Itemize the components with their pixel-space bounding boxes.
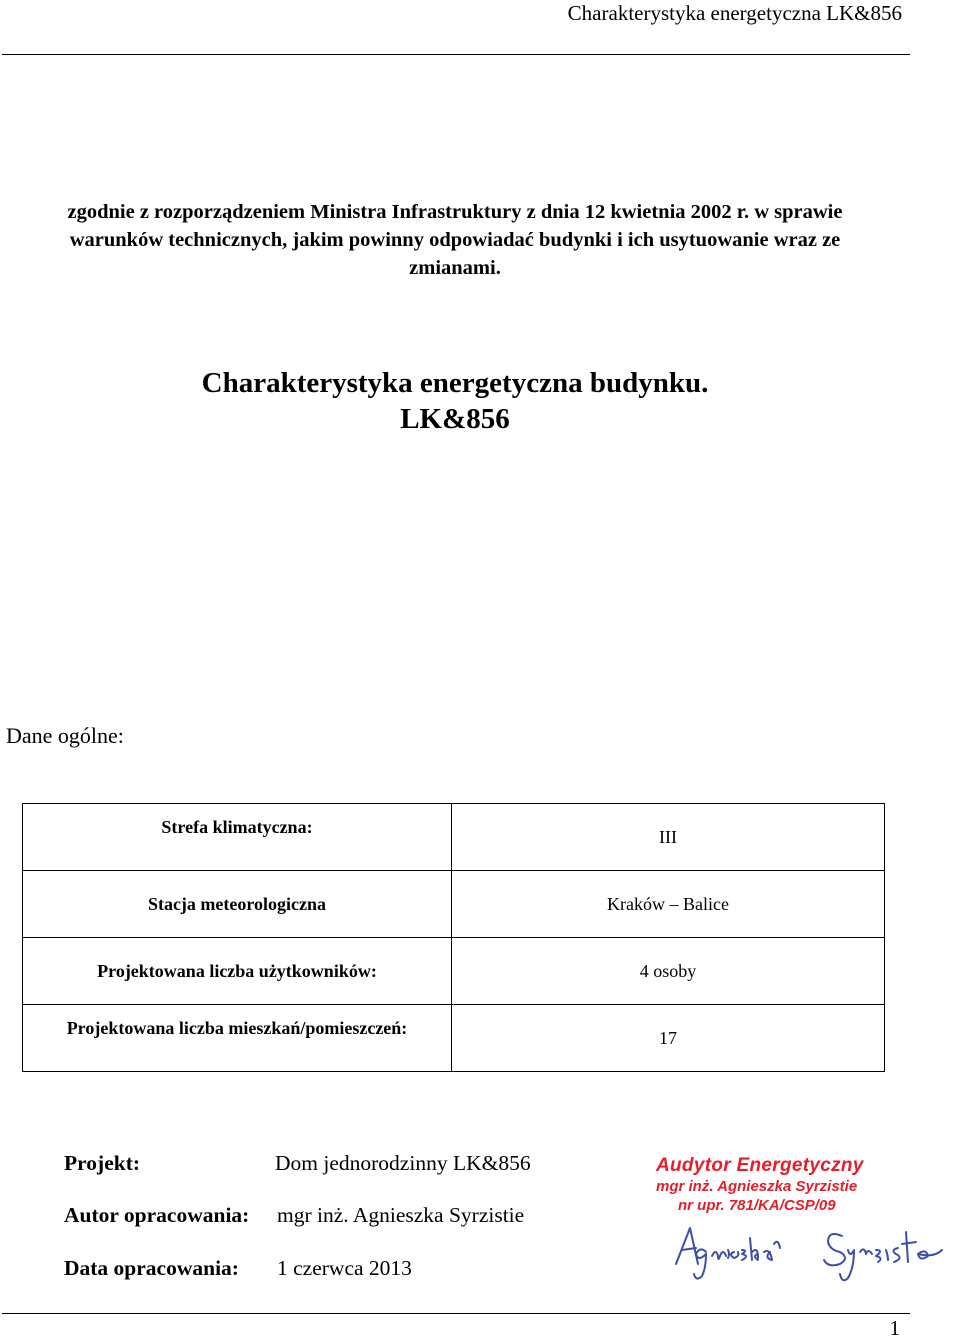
table-cell-value [452, 938, 885, 1005]
stamp-line: nr upr. 781/KA/CSP/09 [678, 1197, 836, 1214]
general-data-label: Dane ogólne: [6, 723, 124, 748]
users-count-label: Projektowana liczba użytkowników: [97, 960, 377, 981]
rooms-count-value: 17 [659, 1027, 677, 1048]
table-row [23, 938, 885, 1005]
climate-zone-value: III [659, 826, 677, 847]
table-cell-key [23, 1005, 452, 1072]
table-cell-value [452, 1005, 885, 1072]
date-value: 1 czerwca 2013 [277, 1256, 412, 1280]
project-value: Dom jednorodzinny LK&856 [275, 1151, 531, 1175]
date-label: Data opracowania: [64, 1256, 239, 1280]
stamp-line: Audytor Energetyczny [656, 1155, 864, 1176]
table-cell-key [23, 938, 452, 1005]
page-number: 1 [889, 1316, 900, 1340]
auditor-stamp [656, 1155, 864, 1215]
header-divider [2, 54, 910, 55]
date-row [64, 1255, 412, 1281]
table-cell-value [452, 804, 885, 871]
table-row [23, 804, 885, 871]
project-row [64, 1150, 531, 1176]
weather-station-value: Kraków – Balice [607, 893, 729, 914]
climate-zone-label: Strefa klimatyczna: [161, 816, 313, 837]
author-row [64, 1202, 524, 1228]
table-row [23, 871, 885, 938]
document-title: Charakterystyka energetyczna budynku. [201, 367, 709, 399]
regulation-note-line: warunków technicznych, jakim powinny odpowiadać budynki i ich usytuowanie wraz ze [69, 229, 841, 251]
table-cell-key [23, 871, 452, 938]
regulation-note-line: zgodnie z rozporządzeniem Ministra Infrastruktury z dnia 12 kwietnia 2002 r. w sprawie [67, 201, 843, 223]
page-header-title: Charakterystyka energetyczna LK&856 [567, 1, 902, 25]
footer-divider [2, 1313, 910, 1314]
regulation-note [10, 198, 900, 282]
weather-station-label: Stacja meteorologiczna [147, 893, 327, 914]
document-code: LK&856 [400, 403, 510, 435]
author-label: Autor opracowania: [64, 1203, 250, 1227]
rooms-count-label: Projektowana liczba mieszkań/pomieszczeń: [66, 1017, 408, 1038]
handwritten-signature [672, 1222, 954, 1294]
regulation-note-line: zmianami. [409, 257, 501, 279]
table-cell-key [23, 804, 452, 871]
author-value: mgr inż. Agnieszka Syrzistie [277, 1203, 525, 1227]
general-data-table [22, 803, 885, 1072]
project-label: Projekt: [64, 1151, 141, 1175]
table-cell-value [452, 871, 885, 938]
table-row [23, 1005, 885, 1072]
stamp-line: mgr inż. Agnieszka Syrzistie [656, 1178, 858, 1195]
users-count-value: 4 osoby [639, 960, 697, 981]
